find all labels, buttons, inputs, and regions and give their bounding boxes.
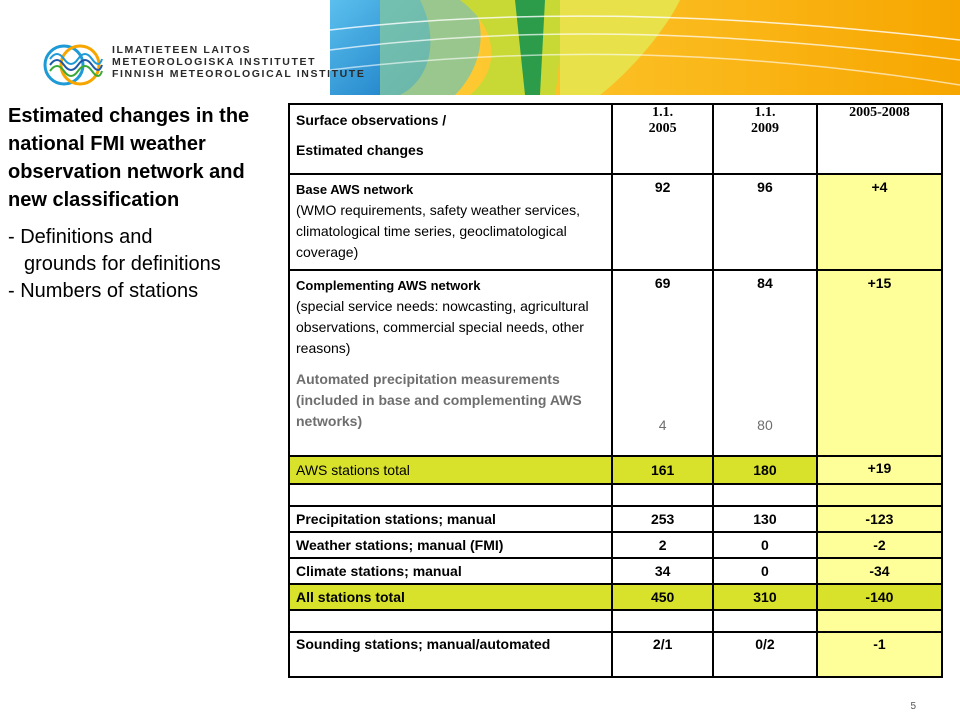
spacer-cell xyxy=(289,484,612,506)
row-label-cell xyxy=(289,270,612,456)
observation-network-table xyxy=(288,103,943,678)
value-2005: 69 xyxy=(654,275,671,291)
header-cell-2009 xyxy=(713,104,817,174)
spacer-cell xyxy=(713,610,817,632)
header-cell-2005 xyxy=(612,104,713,174)
row-label: Complementing AWS network xyxy=(296,278,481,293)
table-row-base-aws xyxy=(289,174,942,270)
bullet-list xyxy=(8,224,283,305)
value-2009: 0 xyxy=(713,532,817,558)
header-2005-year: 2005 xyxy=(648,121,677,136)
table-row-sounding xyxy=(289,632,942,677)
spacer-cell xyxy=(612,610,713,632)
value-2009: 0 xyxy=(713,558,817,584)
header-surface-observations: Surface observations / xyxy=(296,112,447,128)
value-2009: 310 xyxy=(713,584,817,610)
row-label: All stations total xyxy=(289,584,612,610)
bullet-definitions: - Definitions and xyxy=(8,226,153,248)
table-row-precipitation-manual xyxy=(289,506,942,532)
header-cell-description xyxy=(289,104,612,174)
row-label: Weather stations; manual (FMI) xyxy=(289,532,612,558)
value-2005: 450 xyxy=(612,584,713,610)
header-2005-date: 1.1. xyxy=(652,105,674,120)
sub-row-label: Automated precipitation measurements (included in base and complementing AWS networks) xyxy=(296,371,582,429)
spacer-cell xyxy=(817,484,942,506)
row-label: AWS stations total xyxy=(289,456,612,484)
value-2005: 34 xyxy=(612,558,713,584)
table-spacer-row xyxy=(289,610,942,632)
header-estimated-changes: Estimated changes xyxy=(296,142,424,158)
change-value: +4 xyxy=(817,174,942,270)
change-value: +15 xyxy=(817,270,942,456)
row-description: (special service needs: nowcasting, agricultural observations, commercial special needs, other reasons) xyxy=(296,298,589,356)
change-value: -123 xyxy=(817,506,942,532)
header-cell-change: 2005-2008 xyxy=(817,104,942,174)
row-label: Climate stations; manual xyxy=(289,558,612,584)
value-2009: 96 xyxy=(713,174,817,270)
organization-name xyxy=(112,44,365,80)
table-row-all-total xyxy=(289,584,942,610)
value-2005: 92 xyxy=(612,174,713,270)
spacer-cell xyxy=(713,484,817,506)
change-value: -34 xyxy=(817,558,942,584)
value-2005: 253 xyxy=(612,506,713,532)
change-value: -140 xyxy=(817,584,942,610)
fmi-logo-icon xyxy=(42,40,106,90)
sub-value-2005: 4 xyxy=(658,417,667,433)
spacer-cell xyxy=(612,484,713,506)
bullet-numbers: - Numbers of stations xyxy=(8,280,199,302)
value-2005: 2 xyxy=(612,532,713,558)
header-2009-year: 2009 xyxy=(750,121,779,136)
org-name-en: FINNISH METEOROLOGICAL INSTITUTE xyxy=(112,68,366,80)
value-2009: 180 xyxy=(713,456,817,484)
row-label: Base AWS network xyxy=(296,182,414,197)
value-2009-cell xyxy=(713,270,817,456)
table-header-row xyxy=(289,104,942,174)
value-2005-cell xyxy=(612,270,713,456)
table-spacer-row xyxy=(289,484,942,506)
row-label: Precipitation stations; manual xyxy=(289,506,612,532)
sub-value-2009: 80 xyxy=(757,417,773,433)
row-label-cell xyxy=(289,174,612,270)
value-2005: 2/1 xyxy=(612,632,713,677)
value-2009: 130 xyxy=(713,506,817,532)
table-row-complementing-aws xyxy=(289,270,942,456)
header-2009-date: 1.1. xyxy=(754,105,776,120)
org-name-fi: ILMATIETEEN LAITOS xyxy=(112,44,252,56)
page-number: 5 xyxy=(910,701,916,712)
change-value: +19 xyxy=(817,456,942,484)
row-label: Sounding stations; manual/automated xyxy=(289,632,612,677)
value-2005: 161 xyxy=(612,456,713,484)
value-2009: 0/2 xyxy=(713,632,817,677)
table-row-climate-manual xyxy=(289,558,942,584)
table-row-weather-manual xyxy=(289,532,942,558)
spacer-cell xyxy=(289,610,612,632)
slide-title: Estimated changes in the national FMI weather observation network and new classification xyxy=(8,105,250,211)
table-row-aws-total xyxy=(289,456,942,484)
slide-title-block xyxy=(8,102,283,305)
change-value: -1 xyxy=(817,632,942,677)
row-description: (WMO requirements, safety weather services, climatological time series, geoclimatological coverage) xyxy=(296,202,580,260)
spacer-cell xyxy=(817,610,942,632)
bullet-definitions-continued: grounds for definitions xyxy=(24,253,221,275)
value-2009: 84 xyxy=(757,275,773,291)
org-name-sv: METEOROLOGISKA INSTITUTET xyxy=(112,56,317,68)
change-value: -2 xyxy=(817,532,942,558)
